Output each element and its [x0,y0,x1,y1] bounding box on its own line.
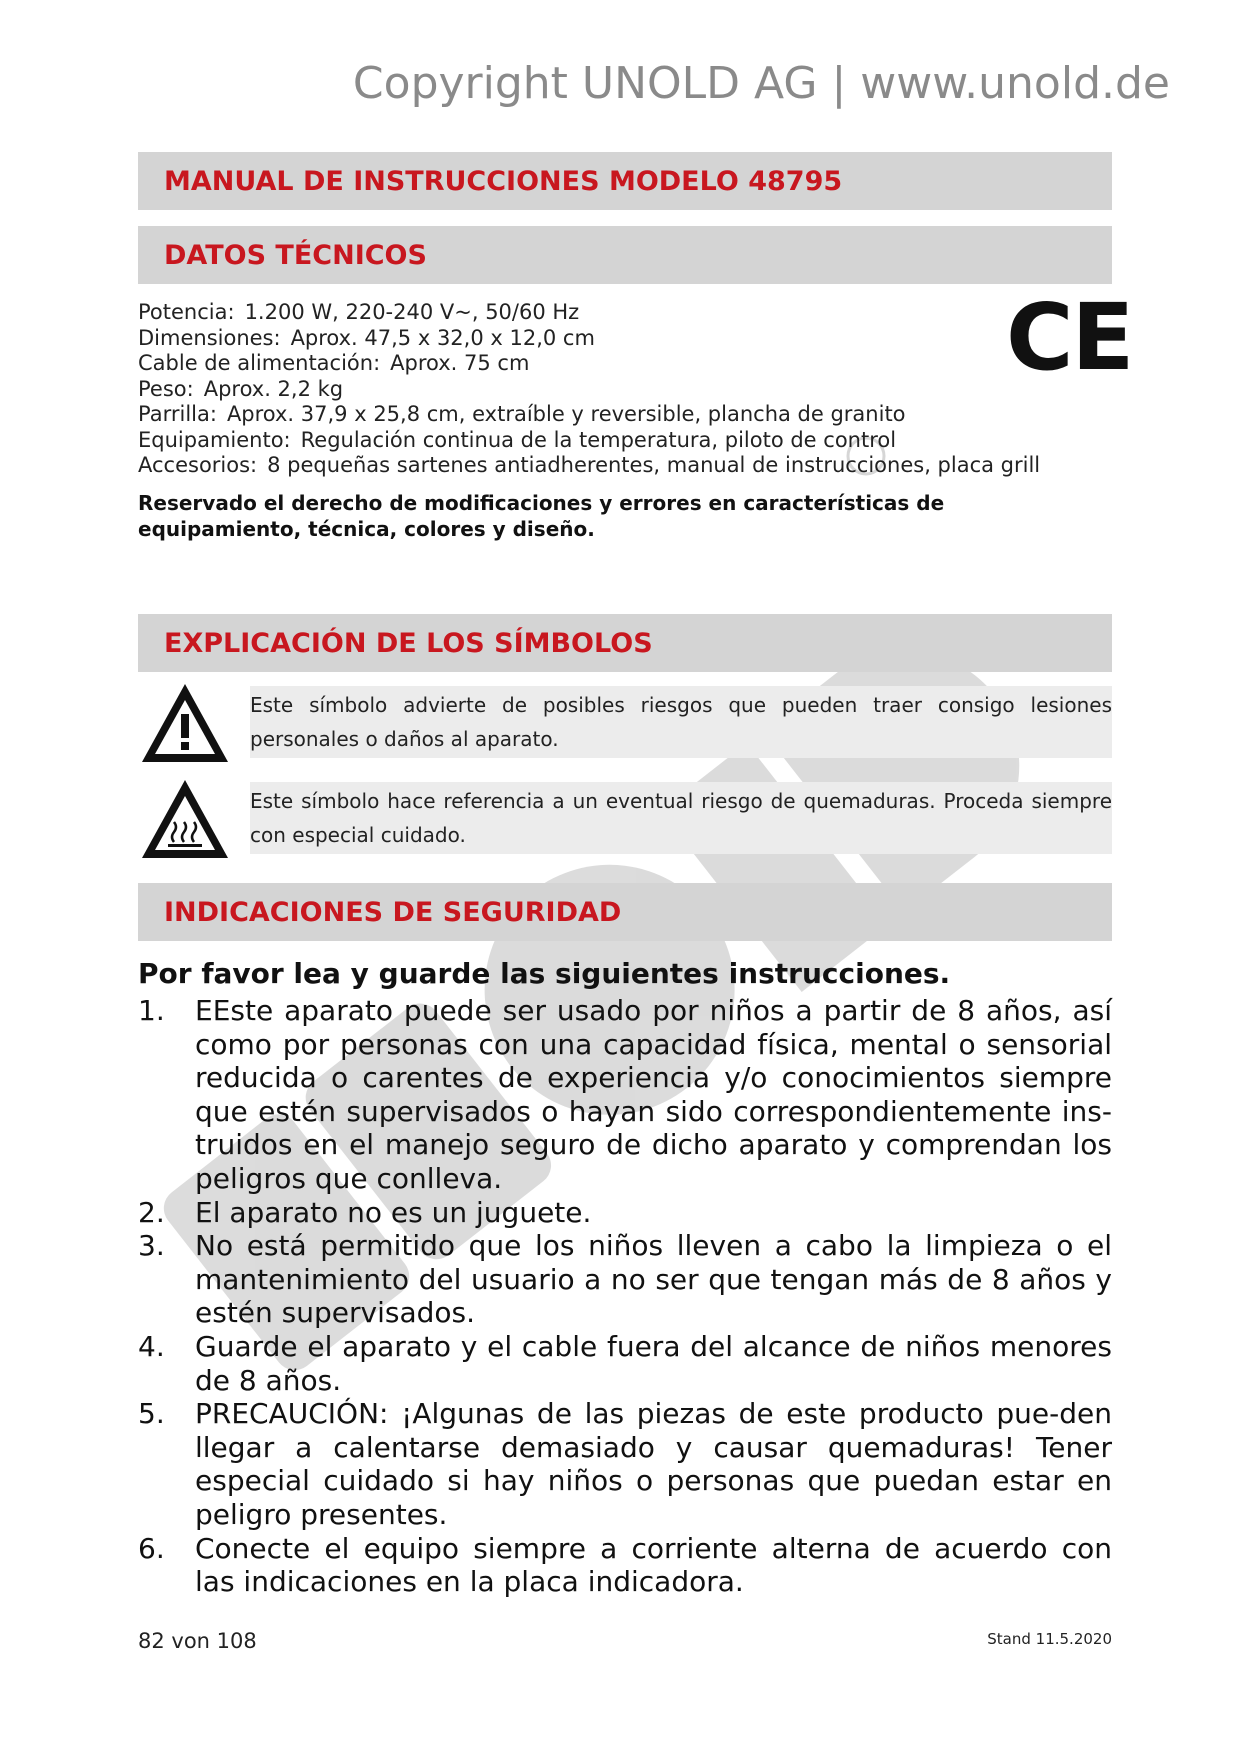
document-date: Stand 11.5.2020 [987,1630,1112,1648]
copyright-header: Copyright UNOLD AG | www.unold.de [352,58,1170,109]
symbol-description: Este símbolo hace referencia a un eventual riesgo de quemaduras. Proceda siempre con especial cuidado. [250,782,1112,854]
list-item [138,1330,1112,1397]
hot-surface-warning-icon [138,776,232,862]
symbol-row [138,686,1112,760]
spec-label: Parrilla: [138,402,217,426]
symbol-row [138,782,1112,856]
spec-label: Peso: [138,376,194,401]
spec-label: Accesorios: [138,453,258,477]
safety-instructions-list [138,994,1112,1599]
item-number: 5. [138,1397,165,1431]
item-number: 4. [138,1329,165,1363]
spec-value: Aprox. 2,2 kg [203,376,344,401]
technical-data-heading: DATOS TÉCNICOS [138,226,1112,284]
symbols-heading: EXPLICACIÓN DE LOS SÍMBOLOS [138,614,1112,672]
spec-value: Aprox. 75 cm [390,351,530,375]
list-item [138,1229,1112,1330]
spec-value: Regulación continua de la temperatura, piloto de control [300,427,897,452]
item-number: 1. [138,994,165,1027]
symbol-description: Este símbolo advierte de posibles riesgos que pueden traer consigo lesiones personales o daños al aparato. [250,686,1112,758]
spec-row [138,377,1040,403]
spec-row [138,300,1040,326]
spec-row [138,326,1040,352]
spec-value: Aprox. 47,5 x 32,0 x 12,0 cm [290,325,595,350]
list-item [138,1532,1112,1599]
spec-label: Cable de alimentación: [138,351,381,375]
spec-row [138,453,1040,479]
item-text: El aparato no es un juguete. [195,1195,592,1229]
reserved-rights-note: Reservado el derecho de modificaciones y errores en características de equipamiento, técnica, colores y diseño. [138,491,945,541]
instructions-intro: Por favor lea y guarde las siguientes instrucciones. [138,957,951,990]
item-text: EEste aparato puede ser usado por niños a partir de 8 años, así como por personas con una capacidad física, mental o sensorial reducida o carentes de experiencia y/o conocimientos siempre que estén supervisados o hayan sido correspondientemente ins-truidos en el manejo seguro de dicho aparato y comprendan los peligros que conlleva. [195,994,1112,1195]
spec-label: Potencia: [138,300,235,324]
technical-specs-list [138,300,1040,479]
spec-row [138,351,1040,377]
warning-exclamation-icon [138,680,232,766]
spec-label: Equipamiento: [138,427,291,452]
spec-value: 8 pequeñas sartenes antiadherentes, manual de instrucciones, placa grill [267,453,1041,477]
item-number: 3. [138,1229,165,1263]
safety-instructions-heading: INDICACIONES DE SEGURIDAD [138,883,1112,941]
spec-value: Aprox. 37,9 x 25,8 cm, extraíble y reversible, plancha de granito [226,402,906,426]
manual-title-bar: MANUAL DE INSTRUCCIONES MODELO 48795 [138,152,1112,210]
item-text: Conecte el equipo siempre a corriente alterna de acuerdo con las indicaciones en la placa indicadora. [195,1531,1112,1599]
item-text: PRECAUCIÓN: ¡Algunas de las piezas de este producto pue-den llegar a calentarse demasiado y causar quemaduras! Tener especial cuidado si hay niños o personas que puedan estar en peligro presentes. [195,1397,1112,1531]
spec-value: 1.200 W, 220-240 V~, 50/60 Hz [244,300,580,324]
spec-row [138,402,1040,428]
item-number: 2. [138,1195,165,1229]
item-text: No está permitido que los niños lleven a cabo la limpieza o el mantenimiento del usuario a no ser que tengan más de 8 años y estén supervisados. [195,1229,1112,1330]
list-item [138,1196,1112,1230]
list-item [138,1397,1112,1531]
item-text: Guarde el aparato y el cable fuera del alcance de niños menores de 8 años. [195,1329,1112,1397]
spec-row [138,428,1040,454]
ce-mark: CE [1006,284,1133,391]
page-number: 82 von 108 [138,1629,257,1653]
spec-label: Dimensiones: [138,325,281,350]
list-item [138,994,1112,1196]
item-number: 6. [138,1531,165,1565]
